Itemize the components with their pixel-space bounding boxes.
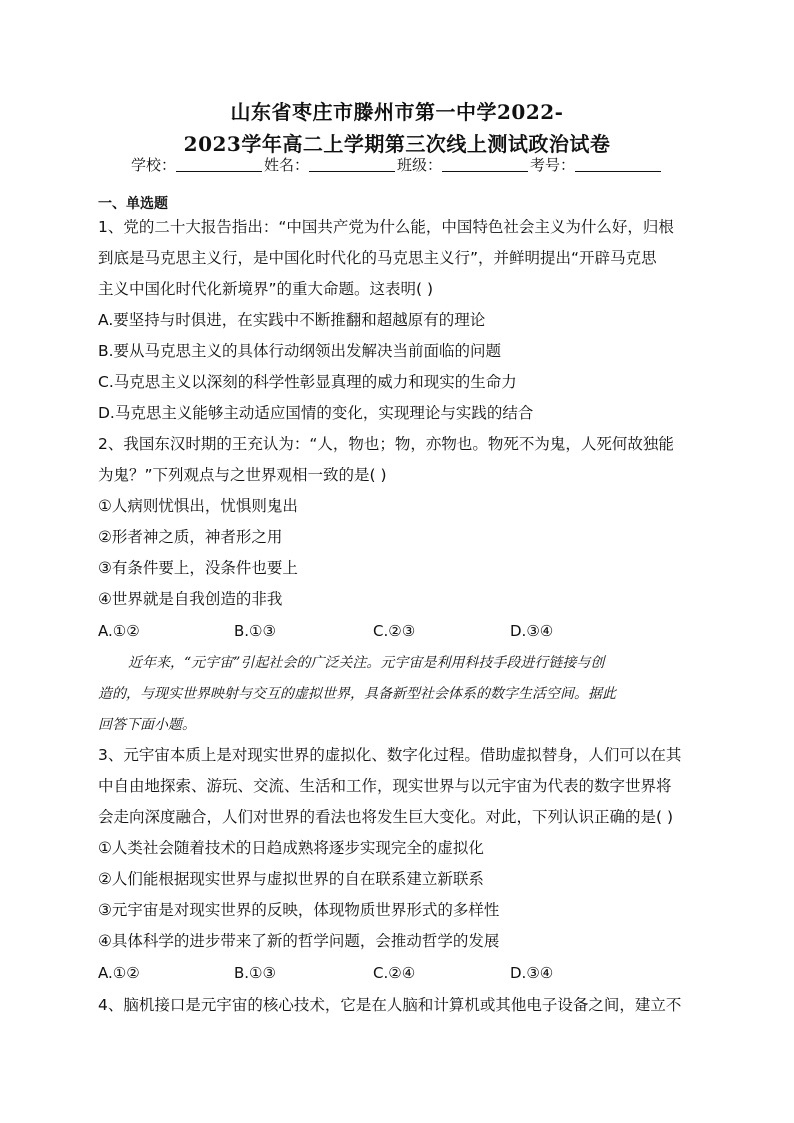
class-blank[interactable] xyxy=(442,157,528,172)
exam-title-line2: 2023学年高二上学期第三次线上测试政治试卷 xyxy=(183,132,611,156)
name-label: 姓名： xyxy=(263,156,309,174)
q1-stem-line1: 1、党的二十大报告指出：“中国共产党为什么能，中国特色社会主义为什么好，归根 xyxy=(98,218,674,236)
material-line3: 回答下面小题。 xyxy=(98,717,196,733)
q3-option-d: D.③④ xyxy=(510,964,554,982)
school-blank[interactable] xyxy=(176,157,262,172)
q3-stem-line3: 会走向深度融合，人们对世界的看法也将发生巨大变化。对此，下列认识正确的是( ) xyxy=(98,808,674,826)
q1-stem-line2: 到底是马克思主义行，是中国化时代化的马克思主义行”，并鲜明提出“开辟马克思 xyxy=(98,249,657,267)
q3-statement-4: ④具体科学的进步带来了新的哲学问题，会推动哲学的发展 xyxy=(98,932,500,950)
exam-title-line1: 山东省枣庄市滕州市第一中学2022- xyxy=(230,100,564,124)
q1-stem-line3: 主义中国化时代化新境界”的重大命题。这表明( ) xyxy=(98,280,434,298)
number-blank[interactable] xyxy=(575,157,661,172)
q2-stem-line2: 为鬼？”下列观点与之世界观相一致的是( ) xyxy=(98,466,387,484)
q2-statement-2: ②形者神之质，神者形之用 xyxy=(98,528,283,546)
q1-option-b: B.要从马克思主义的具体行动纲领出发解决当前面临的问题 xyxy=(98,342,502,360)
q3-stem-line1: 3、元宇宙本质上是对现实世界的虚拟化、数字化过程。借助虚拟替身，人们可以在其 xyxy=(98,746,682,764)
q4-stem-line1: 4、脑机接口是元宇宙的核心技术，它是在人脑和计算机或其他电子设备之间，建立不 xyxy=(98,996,682,1014)
q2-statement-3: ③有条件要上，没条件也要上 xyxy=(98,559,298,577)
number-label: 考号： xyxy=(530,156,576,174)
q2-option-a: A.①② xyxy=(98,622,140,640)
school-label: 学校： xyxy=(130,156,176,174)
q3-option-c: C.②④ xyxy=(373,964,416,982)
q2-stem-line1: 2、我国东汉时期的王充认为：“人，物也；物，亦物也。物死不为鬼，人死何故独能 xyxy=(98,435,674,453)
student-info-row xyxy=(0,154,794,175)
q3-option-a: A.①② xyxy=(98,964,140,982)
q2-option-c: C.②③ xyxy=(373,622,416,640)
q2-option-d: D.③④ xyxy=(510,622,554,640)
q3-statement-3: ③元宇宙是对现实世界的反映，体现物质世界形式的多样性 xyxy=(98,901,500,919)
q3-option-b: B.①③ xyxy=(234,964,276,982)
q1-option-c: C.马克思主义以深刻的科学性彰显真理的威力和现实的生命力 xyxy=(98,373,517,391)
q3-stem-line2: 中自由地探索、游玩、交流、生活和工作，现实世界与以元宇宙为代表的数字世界将 xyxy=(98,777,672,795)
q2-statement-4: ④世界就是自我创造的非我 xyxy=(98,590,283,608)
q1-option-a: A.要坚持与时俱进，在实践中不断推翻和超越原有的理论 xyxy=(98,311,486,329)
class-label: 班级： xyxy=(397,156,443,174)
q2-statement-1: ①人病则忧惧出，忧惧则鬼出 xyxy=(98,497,298,515)
q1-option-d: D.马克思主义能够主动适应国情的变化，实现理论与实践的结合 xyxy=(98,404,534,422)
material-line1: 近年来，“元宇宙”引起社会的广泛关注。元宇宙是利用科技手段进行链接与创 xyxy=(128,655,605,671)
q3-statement-1: ①人类社会随着技术的日趋成熟将逐步实现完全的虚拟化 xyxy=(98,839,484,857)
q2-option-b: B.①③ xyxy=(234,622,276,640)
name-blank[interactable] xyxy=(309,157,395,172)
section-heading: 一、单选题 xyxy=(98,196,168,212)
q3-statement-2: ②人们能根据现实世界与虚拟世界的自在联系建立新联系 xyxy=(98,870,484,888)
material-line2: 造的，与现实世界映射与交互的虚拟世界，具备新型社会体系的数字生活空间。据此 xyxy=(98,686,616,702)
